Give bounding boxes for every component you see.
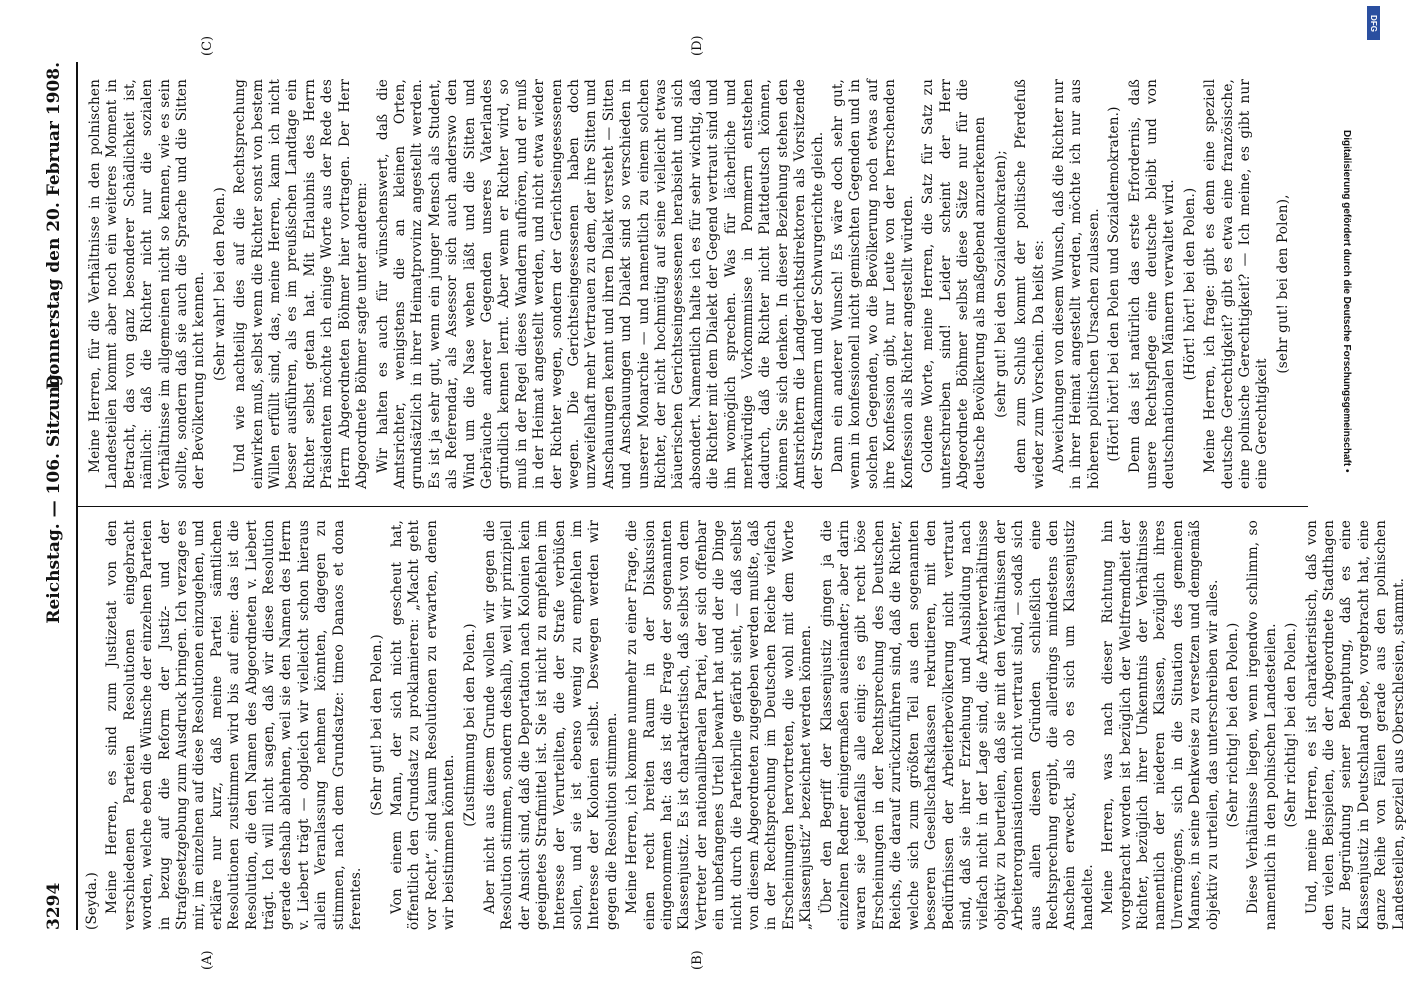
paragraph: Meine Herren, es sind zum Justizetat von den verschiedenen Parteien Resolutionen eingebracht worden, welche eben die Wünsche der einzelnen Parteien in bezug auf die Reform der Justiz- und der Strafgesetzgebung zum Ausdruck bringen. Ich verzage es mir, im einzelnen auf diese Resolutionen einzugehen, und erkläre nur kurz, daß meine Partei sämtlichen Resolutionen zustimmen wird bis auf eine: das ist die Resolution, die den Namen des Abgeordneten v. Liebert trägt. Ich will nicht sagen, daß wir diese Resolution gerade deshalb ablehnen, weil sie den Namen des Herrn v. Liebert trägt — obgleich wir vielleicht schon hieraus allein Veranlassung nehmen könnten, dagegen zu stimmen, nach dem Grundsatze: timeo Danaos et dona ferentes.: [104, 520, 365, 930]
header-rule: [76, 62, 78, 930]
interjection: (Sehr wahr! bei den Polen.): [211, 187, 228, 381]
interjection: (Sehr richtig! bei den Polen.): [1283, 622, 1300, 828]
paragraph: Meine Herren, für die Verhältnisse in den polnischen Landesteilen kommt aber noch ein weiteres Moment in Betracht, das von ganz besonderer Schädlichkeit ist, nämlich: daß die Richter nicht nur die sozialen Verhältnisse im allgemeinen nicht so kennen, wie es sein sollte, sondern daß sie auch die Sprache und die Sitten der Bevölkerung nicht kennen.: [87, 79, 208, 489]
right-column: [84, 79, 1292, 489]
interjection: (Sehr gut! bei den Polen.): [368, 634, 385, 816]
margin-marker-d: (D): [690, 35, 705, 56]
right-paragraphs: [87, 79, 1292, 489]
interjection: (Hört! hört! bei den Polen und Sozialdemokraten.): [1106, 106, 1123, 462]
paragraph: Goldene Worte, meine Herren, die Satz für Satz zu unterschreiben sind! Leider scheint der Herr Abgeordnete Böhmer selbst diese Sätze nur für die deutsche Bevölkerung als maßgebend anzuerkennen: [920, 79, 989, 489]
paragraph: Und wie nachteilig dies auf die Rechtsprechung einwirken muß, selbst wenn die Richter sonst von bestem Willen erfüllt sind, das, meine Herren, kann ich nicht besser ausführen, als es im preußischen Landtage ein Richter selbst getan hat. Mit Erlaubnis des Herrn Präsidenten möchte ich einige Worte aus der Rede des Herrn Abgeordneten Böhmer hier vortragen. Der Herr Abgeordnete Böhmer sagte unter anderem:: [232, 79, 371, 489]
margin-marker-a: (A): [200, 950, 215, 970]
paragraph: Meine Herren, ich komme nunmehr zu einer Frage, die einen recht breiten Raum in der Diskussion eingenommen hat: das ist die Frage der sogenannten Klassenjustiz. Es ist charakteristisch, daß selbst von dem Vertreter der nationalliberalen Partei, der sich offenbar ein unbefangenes Urteil bewahrt hat und der die Dinge nicht durch die Parteibrille gefärbt sieht, — daß selbst von diesem Abgeordneten zugegeben werden mußte, daß in der Rechtsprechung im Deutschen Reiche vielfach Erscheinungen hervortreten, die wohl mit dem Worte „Klassenjustiz“ bezeichnet werden können.: [624, 520, 815, 930]
paragraph: Von einem Mann, der sich nicht gescheut hat, öffentlich den Grundsatz zu proklamieren: „Macht geht vor Recht“, sind kaum Resolutionen zu erwarten, denen wir beistimmen könnten.: [388, 520, 458, 930]
margin-marker-c: (C): [200, 35, 215, 56]
dfg-logo: DFG: [1367, 6, 1380, 40]
margin-marker-b: (B): [690, 950, 705, 970]
interjection: (Hört! hört! bei den Polen.): [1181, 187, 1198, 381]
paragraph: Meine Herren, was nach dieser Richtung hin vorgebracht worden ist bezüglich der Weltfremdheit der Richter, bezüglich ihrer Unkenntnis der Verhältnisse namentlich der niederen Klassen, bezüglich ihres Unvermögens, sich in die Situation des gemeinen Mannes, in seine Denkweise zu versetzen und demgemäß objektiv zu urteilen, das unterschreiben wir alles.: [1100, 520, 1221, 930]
page-number: 3294: [44, 882, 64, 930]
left-column: [84, 520, 1408, 930]
interjection: (Sehr richtig! bei den Polen.): [1225, 622, 1241, 828]
interjection: (sehr gut! bei den Sozialdemokraten);: [992, 150, 1009, 418]
paragraph: Diese Verhältnisse liegen, wenn irgendwo schlimm, so namentlich in den polnischen Landesteilen.: [1245, 520, 1279, 930]
paragraph: denn zum Schluß kommt der politische Pferdefuß wieder zum Vorschein. Da heißt es:: [1013, 79, 1047, 489]
session-date: Donnerstag den 20. Februar 1908.: [44, 62, 64, 390]
column-divider: [76, 506, 1308, 507]
paragraph: Wir halten es auch für wünschenswert, daß die Amtsrichter, wenigstens die an kleinen Orten, grundsätzlich in ihrer Heimatprovinz angestellt werden. Es ist ja sehr gut, wenn ein junger Mensch als Student, als Referendar, als Assessor sich auch anderswo den Wind um die Nase wehen läßt und die Sitten und Gebräuche anderer Gegenden unseres Vaterlandes gründlich kennen lernt. Aber wenn er Richter wird, so muß in der Regel dieses Wandern aufhören, und er muß in der Heimat angestellt werden, und nicht etwa wieder der Richter wegen, sondern der Gerichtseingesessenen wegen. Die Gerichtseingesessenen haben doch unzweifelhaft mehr Vertrauen zu dem, der ihre Sitten und Anschauungen kennt und ihren Dialekt versteht — Sitten und Anschauungen und Dialekt sind so verschieden in unserer Monarchie — und namentlich zu einem solchen Richter, der nicht hochmütig auf seine vielleicht etwas bäuerischen Gerichtseingesessenen herabsieht und sich absondert. Namentlich halte ich es für sehr wichtig, daß die Richter mit dem Dialekt der Gegend vertraut sind und ihn womöglich sprechen. Was für lächerliche und merkwürdige Vorkommnisse in Pommern entstehen dadurch, daß die Richter nicht Plattdeutsch können, können Sie sich denken. In dieser Beziehung stehen den Amtsrichtern die Landgerichtsdirektoren als Vorsitzende der Strafkammern und der Schwurgerichte gleich.: [374, 79, 826, 489]
funding-note: Digitalisierung gefördert durch die Deutsche Forschungsgemeinschaft •: [1341, 130, 1352, 473]
paragraph: Über den Begriff der Klassenjustiz gingen ja die einzelnen Redner einigermaßen auseinander; aber darin waren sie jedenfalls alle einig: es gibt recht böse Erscheinungen in der Rechtsprechung des Deutschen Reichs, die darauf zurückzuführen sind, daß die Richter, welche sich zum größten Teil aus den sogenannten besseren Gesellschaftsklassen rekrutieren, mit den Bedürfnissen der Arbeiterbevölkerung nicht vertraut sind, daß sie ihrer Erziehung und Ausbildung nach vielfach nicht in der Lage sind, die Arbeiterverhältnisse objektiv zu beurteilen, daß sie mit den Verhältnissen der Arbeiterorganisationen nicht vertraut sind, — sodaß sich aus allen diesen Gründen schließlich eine Rechtsprechung ergibt, die allerdings mindestens den Anschein erweckt, als ob es sich um Klassenjustiz handelte.: [818, 520, 1096, 930]
interjection: (Zustimmung bei den Polen.): [461, 623, 478, 827]
session-title: Reichstag. — 106. Sitzung.: [44, 368, 64, 624]
paragraph: Dann ein anderer Wunsch! Es wäre doch sehr gut, wenn in konfessionell nicht gemischten Gegenden und in solchen Gegenden, wo die Bevölkerung noch etwas auf ihre Konfession gibt, nur Leute von der herrschenden Konfession als Richter angestellt würden.: [830, 79, 916, 489]
speaker-name: (Seyda.): [84, 872, 100, 930]
paragraph: Abweichungen von diesem Wunsch, daß die Richter nur in ihrer Heimat angestellt werden, möchte ich nur aus höheren politischen Ursachen zulassen.: [1050, 79, 1102, 489]
paragraph: Aber nicht aus diesem Grunde wollen wir gegen die Resolution stimmen, sondern deshalb, weil wir prinzipiell der Ansicht sind, daß die Deportation nach Kolonien kein geeignetes Strafmittel ist. Sie ist nicht zu empfehlen im Interesse der Verurteilten, die der Strafe verbüßen sollen, und sie ist ebenso wenig zu empfehlen im Interesse der Kolonien selbst. Deswegen werden wir gegen die Resolution stimmen.: [481, 520, 620, 930]
page-header: [44, 62, 72, 930]
interjection: (sehr gut! bei den Polen),: [1274, 194, 1291, 374]
paragraph: Und, meine Herren, es ist charakteristisch, daß von den vielen Beispielen, die der Abgeordnete Stadthagen zur Begründung seiner Behauptung, daß es eine Klassenjustiz in Deutschland gebe, vorgebracht hat, eine ganze Reihe von Fällen gerade aus den polnischen Landesteilen, speziell aus Oberschlesien, stammt.: [1303, 520, 1407, 930]
left-paragraphs: [104, 520, 1408, 930]
paragraph: Denn das ist natürlich das erste Erfordernis, daß unsere Rechtspflege eine deutsche bleibt und von deutschnationalen Männern verwaltet wird.: [1126, 79, 1178, 489]
paragraph: Meine Herren, ich frage: gibt es denn eine speziell deutsche Gerechtigkeit? gibt es etwa eine französische, eine polnische Gerechtigkeit? — Ich meine, es gibt nur eine Gerechtigkeit: [1202, 79, 1271, 489]
